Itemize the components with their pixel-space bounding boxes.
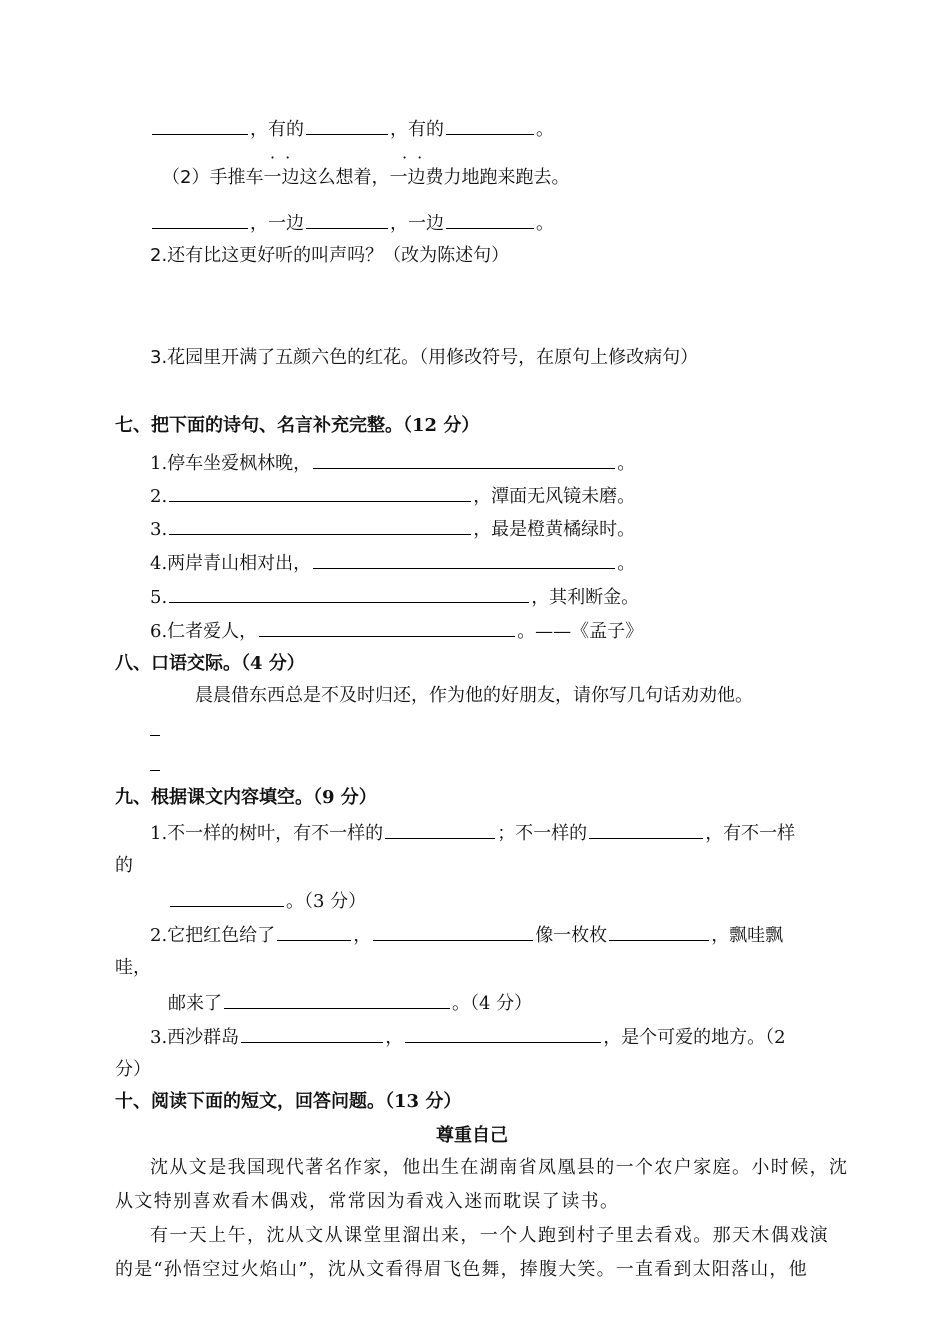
blank[interactable] xyxy=(169,516,471,535)
poem-item-6: 6.仁者爱人， 。——《孟子》 xyxy=(150,618,643,644)
section-8-title: 八、口语交际。（4 分） xyxy=(115,653,305,674)
fill-item-2-cont: 邮来了 。（4 分） xyxy=(168,990,532,1016)
q1-1-answer-line: ，有的 ，有的 。 xyxy=(150,116,554,142)
section-7-title: 七、把下面的诗句、名言补充完整。（12 分） xyxy=(115,415,480,436)
section-8-prompt: 晨晨借东西总是不及时归还，作为他的好朋友，请你写几句话劝劝他。 xyxy=(195,685,753,706)
fill-item-2: 2.它把红色给了 ， 像一枚枚 ，飘哇飘 xyxy=(150,922,783,948)
blank[interactable] xyxy=(152,210,248,229)
poem-item-2: 2. ，潭面无风镜未磨。 xyxy=(150,483,635,509)
passage-title: 尊重自己 xyxy=(436,1125,508,1146)
blank[interactable] xyxy=(446,210,534,229)
fill-item-1-wrap: 的 xyxy=(115,855,133,876)
answer-line[interactable] xyxy=(150,770,160,771)
fill-item-2-wrap: 哇， xyxy=(115,957,151,978)
poem-item-5: 5. ，其利断金。 xyxy=(150,584,639,610)
question-2: 2.还有比这更好听的叫声吗？（改为陈述句） xyxy=(150,245,510,266)
blank[interactable] xyxy=(373,922,533,941)
blank[interactable] xyxy=(169,483,471,502)
fill-item-1-cont: 。（3 分） xyxy=(168,888,366,914)
blank[interactable] xyxy=(589,820,703,839)
blank[interactable] xyxy=(405,1024,601,1043)
section-9-title: 九、根据课文内容填空。（9 分） xyxy=(115,787,377,808)
blank[interactable] xyxy=(241,1024,383,1043)
blank[interactable] xyxy=(385,820,495,839)
blank[interactable] xyxy=(306,116,388,135)
emphasis-dots: ·· xyxy=(402,148,433,167)
blank[interactable] xyxy=(313,450,615,469)
passage-line: 沈从文是我国现代著名作家，他出生在湖南省凤凰县的一个农户家庭。小时候，沈 xyxy=(150,1157,849,1178)
emphasis-dots: ·· xyxy=(270,148,301,167)
fill-item-3: 3.西沙群岛 ， ，是个可爱的地方。（2 xyxy=(150,1024,786,1050)
blank[interactable] xyxy=(446,116,534,135)
blank[interactable] xyxy=(170,888,284,907)
blank[interactable] xyxy=(313,550,615,569)
answer-line[interactable] xyxy=(150,735,160,736)
fill-item-1: 1.不一样的树叶，有不一样的 ；不一样的 ，有不一样 xyxy=(150,820,795,846)
passage-line: 从文特别喜欢看木偶戏，常常因为看戏入迷而耽误了读书。 xyxy=(115,1191,620,1212)
poem-item-4: 4.两岸青山相对出， 。 xyxy=(150,550,635,576)
q1-2-answer-line: ，一边 ，一边 。 xyxy=(150,210,554,236)
blank[interactable] xyxy=(169,584,529,603)
q1-2-sentence: （2）手推车一边这么想着，一边费力地跑来跑去。 xyxy=(162,167,570,188)
blank[interactable] xyxy=(259,618,515,637)
blank[interactable] xyxy=(306,210,388,229)
blank[interactable] xyxy=(277,922,351,941)
passage-line: 有一天上午，沈从文从课堂里溜出来，一个人跑到村子里去看戏。那天木偶戏演 xyxy=(150,1225,829,1246)
question-3: 3.花园里开满了五颜六色的红花。（用修改符号，在原句上修改病句） xyxy=(150,347,699,368)
section-10-title: 十、阅读下面的短文，回答问题。（13 分） xyxy=(115,1091,462,1112)
blank[interactable] xyxy=(152,116,248,135)
blank[interactable] xyxy=(609,922,709,941)
poem-item-1: 1.停车坐爱枫林晚， 。 xyxy=(150,450,635,476)
fill-item-3-wrap: 分） xyxy=(115,1059,151,1080)
poem-item-3: 3. ，最是橙黄橘绿时。 xyxy=(150,516,635,542)
blank[interactable] xyxy=(224,990,450,1009)
passage-line: 的是“孙悟空过火焰山”，沈从文看得眉飞色舞，捧腹大笑。一直看到太阳落山，他 xyxy=(115,1259,808,1280)
